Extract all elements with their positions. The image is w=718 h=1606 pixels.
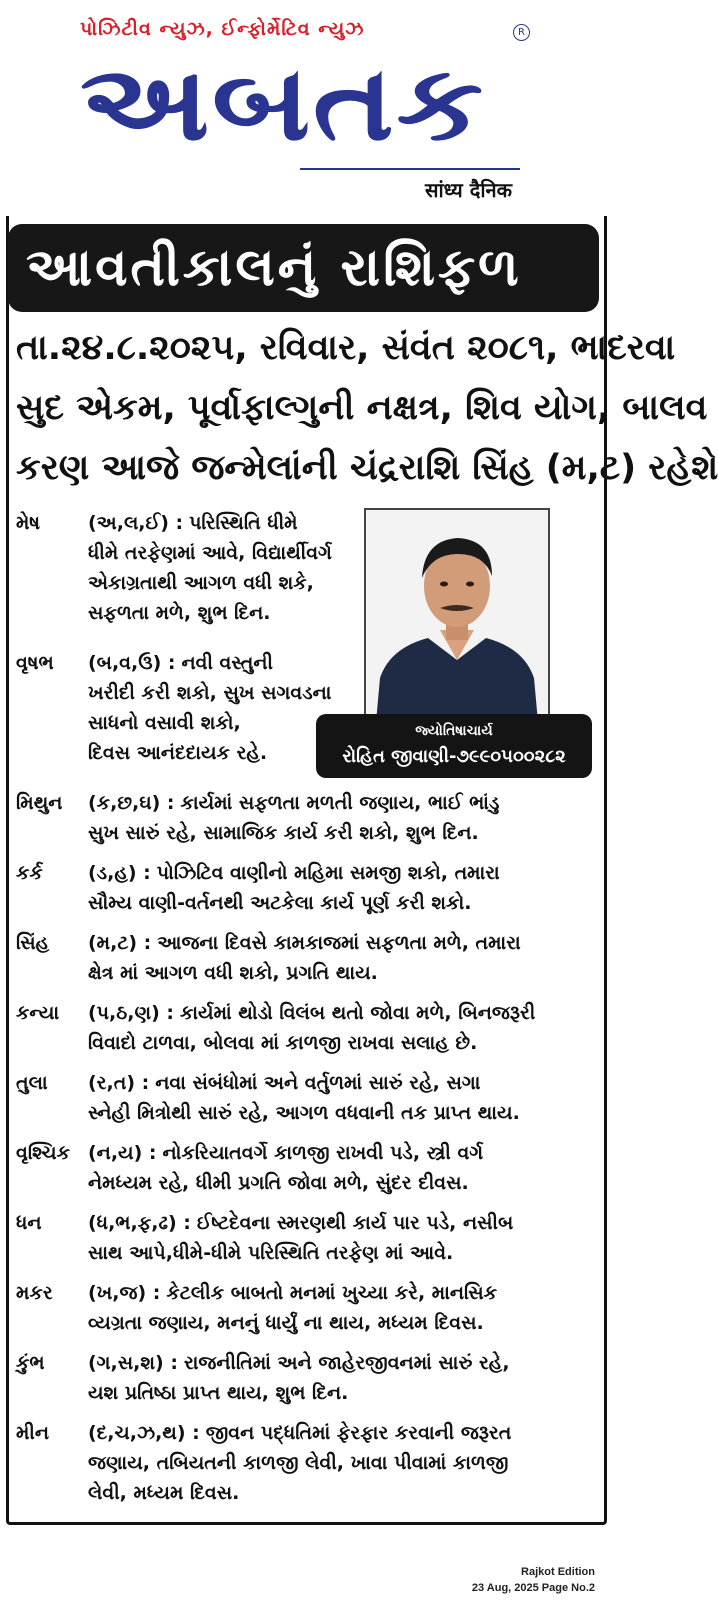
rashi-text: ઈષ્ટદેવના સ્મરણથી કાર્ય પાર પડે, નસીબ: [196, 1212, 514, 1234]
rashi-name: મિથુન: [16, 792, 63, 814]
rashi-text: પોઝિટિવ વાણીનો મહિમા સમજી શકો, તમારા: [156, 862, 500, 884]
rashi-text: દિવસ આનંદદાયક રહે.: [88, 742, 268, 764]
intro-line: સુદ એકમ, પૂર્વાફાલ્ગુની નક્ષત્ર, શિવ યોગ, બાલવ: [16, 388, 708, 428]
rashi-text: સ્નેહી મિત્રોથી સારું રહે, આગળ વધવાની તક પ્રાપ્ત થાય.: [88, 1102, 520, 1124]
rashi-letters: (ર,ત) :: [88, 1072, 150, 1094]
subtitle: सांध्य दैनिक: [424, 178, 512, 202]
rashi-text: સુખ સારું રહે, સામાજિક કાર્ય કરી શકો, શુભ દિન.: [88, 822, 479, 844]
masthead-logo: અબતક: [80, 42, 486, 164]
title-band: [8, 224, 599, 312]
astrologer-name: રોહિત જીવાણી-૭૯૯૦૫૦૦૨૮૨: [342, 746, 566, 767]
rashi-name: સિંહ: [16, 932, 50, 954]
rashi-text: નોકરિયાતવર્ગે કાળજી રાખવી પડે, સ્ત્રી વર્ગ: [162, 1142, 484, 1164]
rashi-text: કાર્યમાં થોડો વિલંબ થતો જોવા મળે, બિનજરૂરી: [179, 1002, 536, 1024]
intro-paragraph: [16, 318, 718, 498]
rashi-text: ધીમે તરફેણમાં આવે, વિદ્યાર્થીવર્ગ: [88, 542, 332, 564]
rashi-text: યશ પ્રતિષ્ઠા પ્રાપ્ત થાય, શુભ દિન.: [88, 1382, 349, 1404]
rashi-text: સાધનો વસાવી શકો,: [88, 712, 241, 734]
rashi-name: મકર: [16, 1282, 53, 1304]
rashi-text: ક્ષેત્ર માં આગળ વધી શકો, પ્રગતિ થાય.: [88, 962, 378, 984]
rashi-text: સાથ આપે,ધીમે-ધીમે પરિસ્થિતિ તરફેણ માં આવે.: [88, 1242, 454, 1264]
registered-mark: R: [513, 24, 530, 41]
rashi-text: નવા સંબંધોમાં અને વર્તુળમાં સારું રહે, સગા: [155, 1072, 481, 1094]
rashi-text: પરિસ્થિતિ ધીમે: [189, 512, 298, 534]
rashi-letters: (પ,ઠ,ણ) :: [88, 1002, 174, 1024]
rashi-name: કર્ક: [16, 862, 43, 884]
astrologer-photo: [364, 508, 550, 724]
edition-name: Rajkot Edition: [521, 1566, 595, 1578]
rashi-text: સફળતા મળે, શુભ દિન.: [88, 602, 271, 624]
rashi-text: ખરીદી કરી શકો, સુખ સગવડના: [88, 682, 332, 704]
rashi-text: આજના દિવસે કામકાજમાં સફળતા મળે, તમારા: [157, 932, 521, 954]
page-title: આવતીકાલનું રાશિફળ: [26, 238, 522, 298]
rashi-name: મેષ: [16, 512, 41, 534]
rashi-letters: (ન,ય) :: [88, 1142, 157, 1164]
rashi-name: ધન: [16, 1212, 42, 1234]
intro-line: કરણ આજે જન્મેલાંની ચંદ્રરાશિ સિંહ (મ,ટ) રહેશે: [16, 448, 718, 488]
rashi-name: કન્યા: [16, 1002, 60, 1024]
rashi-text: નવી વસ્તુની: [181, 652, 273, 674]
rashi-text: જીવન પદ્ધતિમાં ફેરફાર કરવાની જરૂરત: [205, 1422, 512, 1444]
rashi-name: કુંભ: [16, 1352, 45, 1374]
person-photo-icon: [366, 510, 548, 722]
subtitle-rule: [300, 168, 520, 170]
edition-info: [472, 1564, 595, 1596]
rashi-letters: (અ,લ,ઈ) :: [88, 512, 184, 534]
rashi-text: લેવી, મધ્યમ દિવસ.: [88, 1482, 240, 1504]
rashi-letters: (ખ,જ) :: [88, 1282, 161, 1304]
rashi-text: સૌમ્ય વાણી-વર્તનથી અટકેલા કાર્ય પૂર્ણ કરી શકો.: [88, 892, 472, 914]
edition-date-page: 23 Aug, 2025 Page No.2: [471, 1582, 595, 1594]
rashi-text: વ્યગ્રતા જણાય, મનનું ધાર્યું ના થાય, મધ્યમ દિવસ.: [88, 1312, 484, 1334]
rashi-letters: (ક,છ,ઘ) :: [88, 792, 175, 814]
rashi-letters: (મ,ટ) :: [88, 932, 152, 954]
rashi-letters: (ગ,સ,શ) :: [88, 1352, 178, 1374]
rashi-letters: (ધ,ભ,ફ,ઢ) :: [88, 1212, 191, 1234]
rashi-name: વૃષભ: [16, 652, 54, 674]
rashi-text: નેમધ્યમ રહે, ધીમી પ્રગતિ જોવા મળે, સુંદર દીવસ.: [88, 1172, 469, 1194]
newspaper-header: [0, 0, 609, 215]
rashi-text: વિવાદો ટાળવા, બોલવા માં કાળજી રાખવા સલાહ છે.: [88, 1032, 478, 1054]
rashi-text: કેટલીક બાબતો મનમાં ખુચ્યા કરે, માનસિક: [166, 1282, 498, 1304]
rashi-letters: (ડ,હ) :: [88, 862, 151, 884]
rashi-name: મીન: [16, 1422, 50, 1444]
rashi-letters: (દ,ચ,ઝ,થ) :: [88, 1422, 200, 1444]
astrologer-role: જ્યોતિષાચાર્ય: [415, 723, 493, 739]
rashi-text: જણાય, તબિયતની કાળજી લેવી, ખાવા પીવામાં કાળજી: [88, 1452, 509, 1474]
rashi-text: કાર્યમાં સફળતા મળતી જણાય, ભાઈ ભાંડુ: [180, 792, 500, 814]
rashi-letters: (બ,વ,ઉ) :: [88, 652, 176, 674]
rashi-text: એકાગ્રતાથી આગળ વધી શકે,: [88, 572, 314, 594]
intro-line: તા.૨૪.૮.૨૦૨૫, રવિવાર, સંવંત ૨૦૮૧, ભાદરવા: [16, 328, 676, 368]
astrologer-caption: [316, 714, 592, 778]
rashi-text: રાજનીતિમાં અને જાહેરજીવનમાં સારું રહે,: [183, 1352, 510, 1374]
rashi-name: તુલા: [16, 1072, 48, 1094]
rashi-name: વૃશ્ચિક: [16, 1142, 70, 1164]
tagline: પોઝિટીવ ન્યુઝ, ઈન્ફોર્મેટિવ ન્યુઝ: [80, 18, 365, 40]
